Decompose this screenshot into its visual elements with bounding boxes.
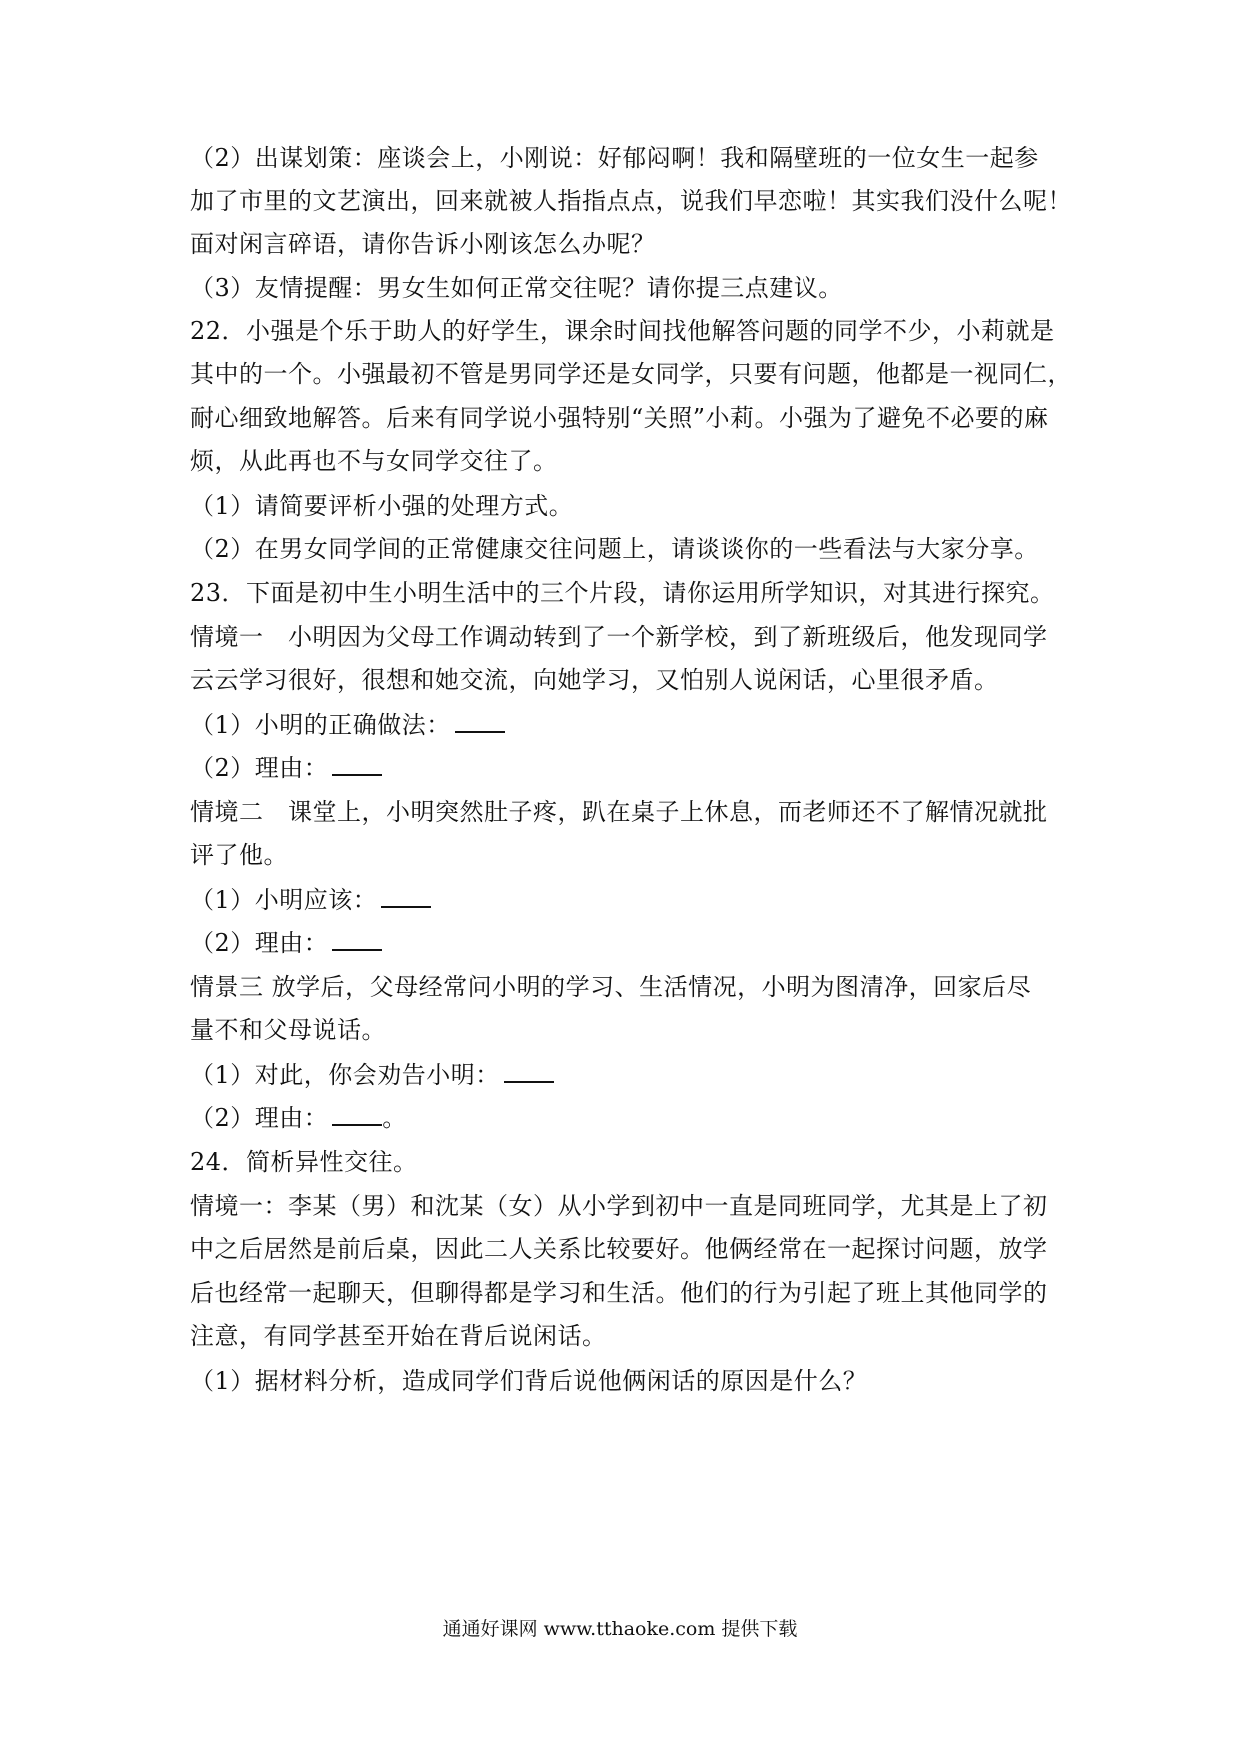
answer-prompt: （1）对此，你会劝告小明： [190,1061,500,1089]
text-line: 中之后居然是前后桌，因此二人关系比较要好。他俩经常在一起探讨问题，放学 [190,1235,1048,1263]
text-line: 面对闲言碎语，请你告诉小刚该怎么办呢？ [190,230,656,258]
answer-line [190,753,1060,783]
text-line: 加了市里的文艺演出，回来就被人指指点点，说我们早恋啦！其实我们没什么呢！ [190,187,1072,215]
period-mark: 。 [382,1104,407,1132]
text-line: （1）据材料分析，造成同学们背后说他俩闲话的原因是什么？ [190,1367,868,1395]
answer-blank[interactable] [455,711,505,733]
answer-line [190,1060,1060,1090]
text-line: 注意，有同学甚至开始在背后说闲话。 [190,1322,607,1350]
text-line: 情境二 课堂上，小明突然肚子疼，趴在桌子上休息，而老师还不了解情况就批 [190,798,1048,826]
answer-blank[interactable] [332,929,382,951]
answer-blank[interactable] [504,1061,554,1083]
text-line: 情境一：李某（男）和沈某（女）从小学到初中一直是同班同学，尤其是上了初 [190,1192,1048,1220]
answer-prompt: （2）理由： [190,754,329,782]
page-footer: 通通好课网 www.tthaoke.com 提供下载 [442,1618,798,1640]
question-23-line: 23．下面是初中生小明生活中的三个片段，请你运用所学知识，对其进行探究。 [190,579,1055,607]
question-22-line: 22．小强是个乐于助人的好学生，课余时间找他解答问题的同学不少，小莉就是 [190,317,1055,345]
answer-prompt: （2）理由： [190,1104,329,1132]
answer-blank[interactable] [332,754,382,776]
answer-prompt: （2）理由： [190,929,329,957]
question-24-line: 24．简析异性交往。 [190,1148,418,1176]
text-line: （2）在男女同学间的正常健康交往问题上，请谈谈你的一些看法与大家分享。 [190,535,1039,563]
text-line: 后也经常一起聊天，但聊得都是学习和生活。他们的行为引起了班上其他同学的 [190,1279,1048,1307]
answer-line [190,928,1060,958]
text-line: 情境一 小明因为父母工作调动转到了一个新学校，到了新班级后，他发现同学 [190,623,1048,651]
text-line: 评了他。 [190,841,288,869]
text-line: （2）出谋划策：座谈会上，小刚说：好郁闷啊！我和隔壁班的一位女生一起参 [190,144,1039,172]
text-line: 耐心细致地解答。后来有同学说小强特别“关照”小莉。小强为了避免不必要的麻 [190,404,1049,432]
answer-prompt: （1）小明应该： [190,886,378,914]
text-line: 云云学习很好，很想和她交流，向她学习，又怕别人说闲话，心里很矛盾。 [190,666,999,694]
answer-line [190,885,1060,915]
text-line: 烦，从此再也不与女同学交往了。 [190,447,558,475]
answer-blank[interactable] [381,886,431,908]
text-line: （1）请简要评析小强的处理方式。 [190,492,574,520]
text-line: （3）友情提醒：男女生如何正常交往呢？请你提三点建议。 [190,274,843,302]
answer-blank[interactable] [332,1104,382,1126]
text-line: 量不和父母说话。 [190,1016,386,1044]
answer-line [190,1103,1060,1133]
text-line: 其中的一个。小强最初不管是男同学还是女同学，只要有问题，他都是一视同仁， [190,360,1072,388]
text-line: 情景三 放学后，父母经常问小明的学习、生活情况，小明为图清净，回家后尽 [190,973,1032,1001]
answer-prompt: （1）小明的正确做法： [190,711,451,739]
answer-line [190,710,1060,740]
